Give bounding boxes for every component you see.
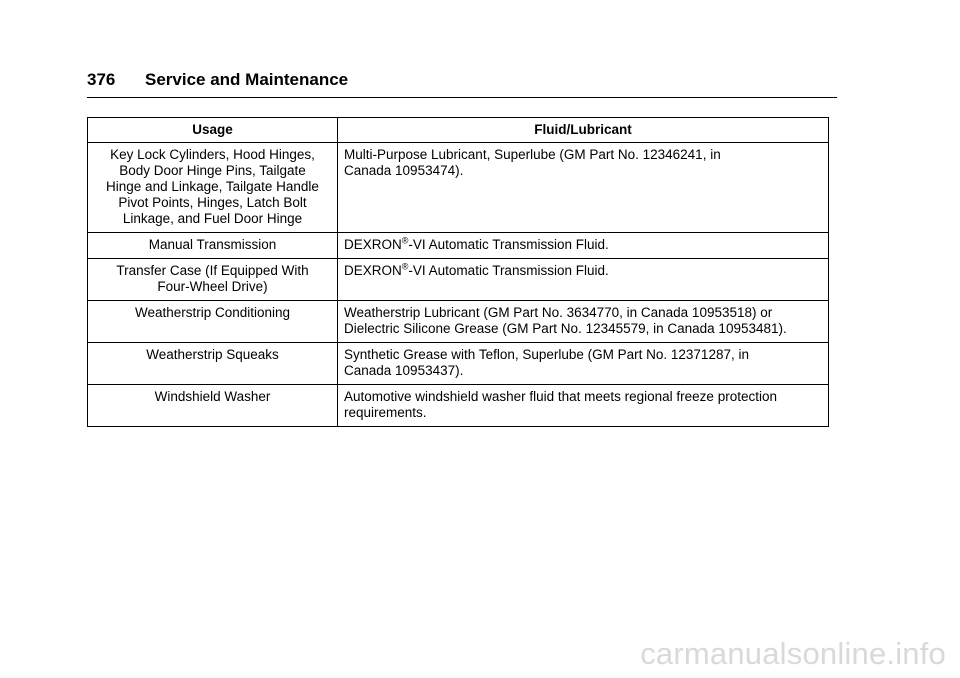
usage-line: Hinge and Linkage, Tailgate Handle [106, 179, 319, 194]
fluid-cell [338, 343, 829, 385]
usage-line: Key Lock Cylinders, Hood Hinges, [110, 147, 315, 162]
fluid-line: Weatherstrip Lubricant (GM Part No. 3634770, in Canada 10953518) or [344, 305, 773, 320]
table-row [88, 385, 829, 427]
fluid-line: Synthetic Grease with Teflon, Superlube (GM Part No. 12371287, in [344, 347, 749, 362]
table-row [88, 259, 829, 301]
fluid-line: Automotive windshield washer fluid that meets regional freeze protection [344, 389, 777, 404]
usage-cell [88, 143, 338, 233]
watermark: carmanualsonline.info [640, 636, 946, 671]
fluid-line: Canada 10953474). [344, 163, 464, 178]
fluid-cell [338, 143, 829, 233]
usage-cell [88, 385, 338, 427]
registered-mark: ® [401, 235, 409, 246]
usage-cell [88, 233, 338, 259]
usage-cell [88, 259, 338, 301]
usage-line: Pivot Points, Hinges, Latch Bolt [118, 195, 307, 210]
fluid-cell [338, 385, 829, 427]
fluid-suffix: -VI Automatic Transmission Fluid. [408, 263, 609, 278]
fluid-line: requirements. [344, 405, 427, 420]
fluid-prefix: DEXRON [344, 263, 402, 278]
fluid-cell [338, 233, 829, 259]
table-header-row [88, 118, 829, 143]
usage-line: Weatherstrip Squeaks [146, 347, 279, 362]
page-header [87, 70, 837, 98]
column-header-usage: Usage [88, 118, 338, 143]
table-row [88, 233, 829, 259]
fluid-cell [338, 301, 829, 343]
usage-line: Weatherstrip Conditioning [134, 305, 291, 320]
lubricant-table [87, 117, 829, 427]
usage-cell [88, 301, 338, 343]
usage-line: Transfer Case (If Equipped With [116, 263, 309, 278]
fluid-line: Dielectric Silicone Grease (GM Part No. 12345579, in Canada 10953481). [344, 321, 787, 336]
usage-line: Manual Transmission [148, 237, 277, 252]
section-title: Service and Maintenance [145, 70, 349, 89]
fluid-line [344, 237, 822, 253]
column-header-fluid: Fluid/Lubricant [338, 118, 829, 143]
usage-line: Windshield Washer [154, 389, 271, 404]
usage-line: Body Door Hinge Pins, Tailgate [119, 163, 306, 178]
usage-cell [88, 343, 338, 385]
fluid-suffix: -VI Automatic Transmission Fluid. [408, 237, 609, 252]
fluid-line: Canada 10953437). [344, 363, 464, 378]
usage-line: Linkage, and Fuel Door Hinge [122, 211, 303, 226]
fluid-prefix: DEXRON [344, 237, 402, 252]
registered-mark: ® [401, 261, 409, 272]
table-row [88, 343, 829, 385]
page-number: 376 [87, 70, 116, 89]
table-row [88, 143, 829, 233]
usage-line: Four-Wheel Drive) [157, 279, 268, 294]
fluid-cell [338, 259, 829, 301]
fluid-line: Multi-Purpose Lubricant, Superlube (GM Part No. 12346241, in [344, 147, 721, 162]
table-row [88, 301, 829, 343]
fluid-line [344, 263, 822, 279]
